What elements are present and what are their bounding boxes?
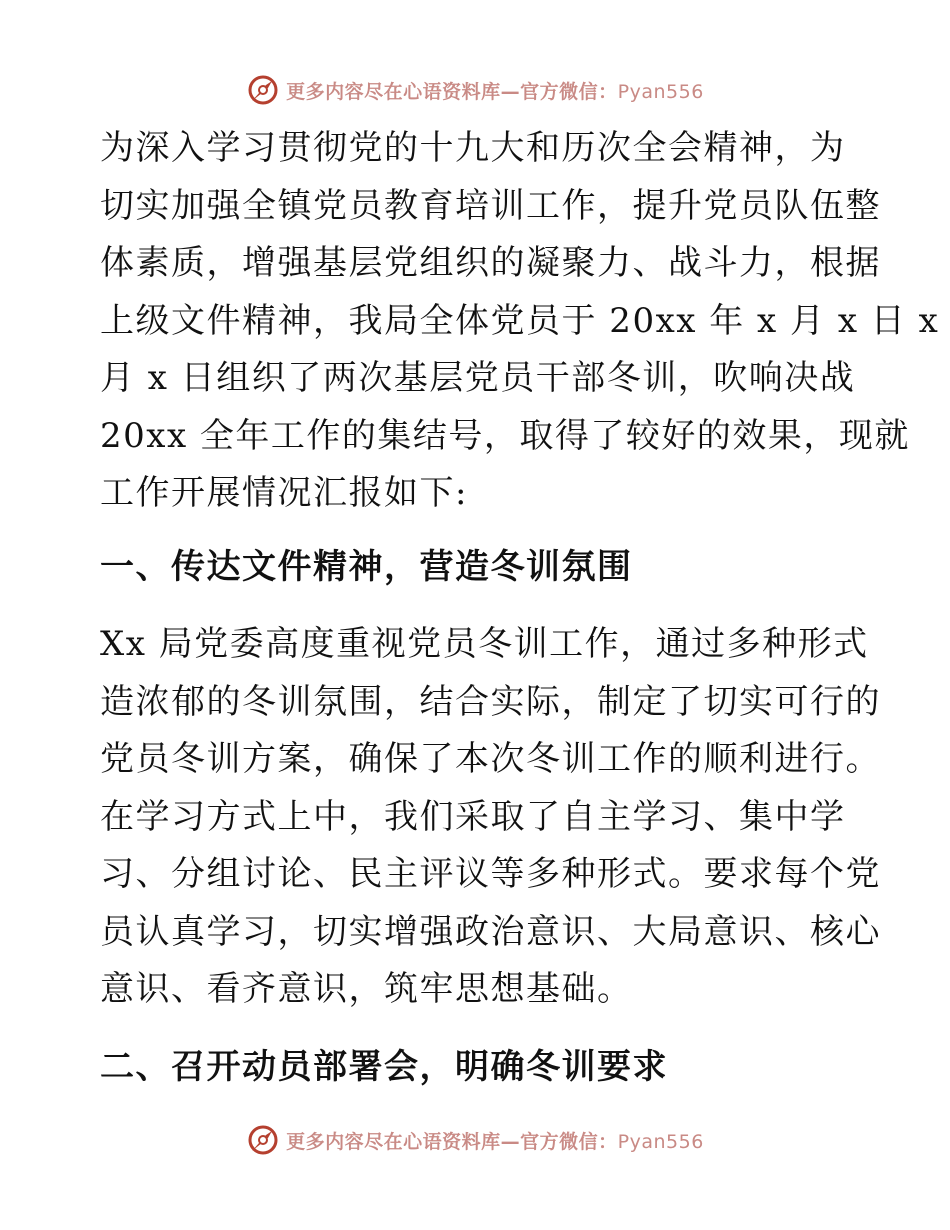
text-line: 为深入学习贯彻党的十九大和历次全会精神，为 (100, 128, 846, 168)
text-line: 体素质，增强基层党组织的凝聚力、战斗力，根据 (100, 243, 881, 283)
text-line: 员认真学习，切实增强政治意识、大局意识、核心 (100, 911, 881, 952)
text-line: 切实加强全镇党员教育培训工作，提升党员队伍整 (100, 185, 881, 226)
section-heading-2: 二、召开动员部署会，明确冬训要求 (100, 1046, 668, 1087)
header-watermark-banner (0, 70, 950, 110)
footer-watermark-banner (0, 1120, 950, 1160)
quill-logo-icon (246, 1123, 280, 1157)
text-line: Xx 局党委高度重视党员冬训工作，通过多种形式 (100, 624, 869, 664)
text-line: 在学习方式上中，我们采取了自主学习、集中学 (100, 796, 846, 837)
watermark-text: 更多内容尽在心语资料库—官方微信：Pyan556 (286, 80, 704, 103)
text-line: 党员冬训方案，确保了本次冬训工作的顺利进行。 (100, 739, 881, 779)
wechat-id: Pyan556 (617, 80, 704, 103)
text-line: 月 x 日组织了两次基层党员干部冬训，吹响决战 (100, 358, 856, 398)
section-1-paragraph (100, 616, 881, 1019)
document-body (100, 120, 940, 1096)
text-line: 习、分组讨论、民主评议等多种形式。要求每个党 (100, 854, 881, 894)
text-line: 工作开展情况汇报如下: (100, 473, 468, 513)
watermark-text: 更多内容尽在心语资料库—官方微信：Pyan556 (286, 1130, 704, 1153)
text-line: 上级文件精神，我局全体党员于 20xx 年 x 月 x 日 x (100, 300, 940, 341)
text-line: 造浓郁的冬训氛围，结合实际，制定了切实可行的 (100, 681, 881, 722)
text-line: 意识、看齐意识，筑牢思想基础。 (100, 969, 633, 1009)
quill-logo-icon (246, 73, 280, 107)
section-heading-1: 一、传达文件精神，营造冬训氛围 (100, 546, 633, 587)
text-line: 20xx 全年工作的集结号，取得了较好的效果，现就 (100, 415, 910, 456)
intro-paragraph (100, 120, 940, 523)
wechat-id: Pyan556 (617, 1130, 704, 1153)
